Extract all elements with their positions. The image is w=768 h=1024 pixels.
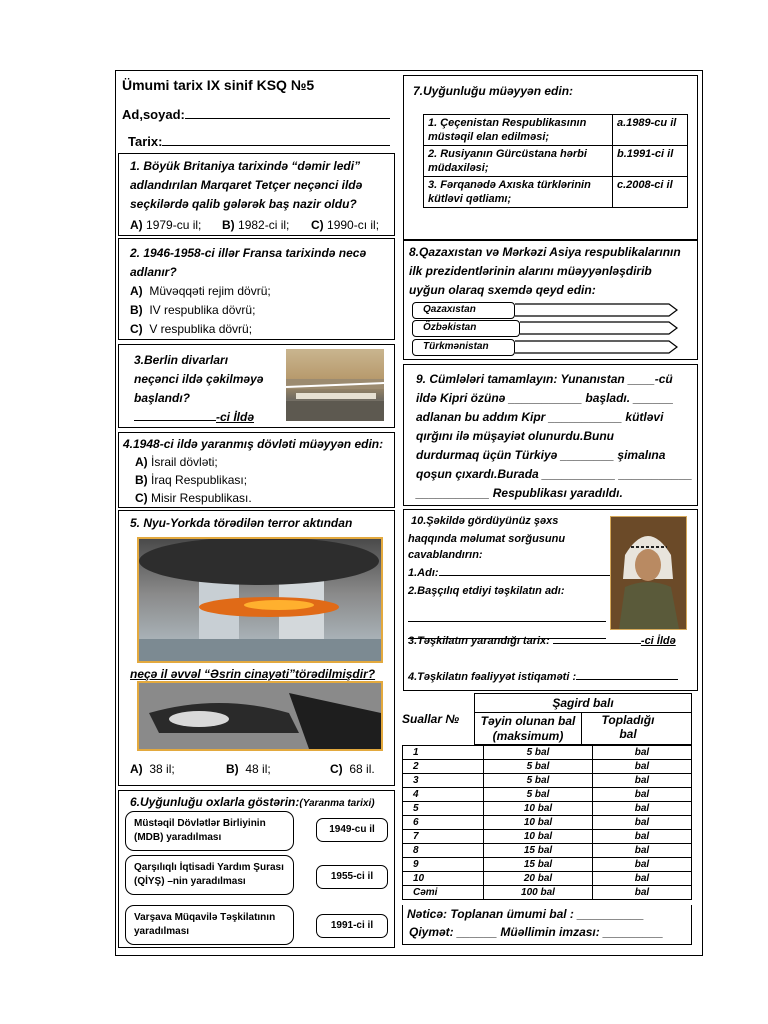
question-4 bbox=[118, 432, 395, 508]
q5-option-a[interactable]: A) 38 il; bbox=[130, 762, 175, 776]
q3-answer-field[interactable]: -ci İldə bbox=[134, 408, 254, 427]
q10-date-field[interactable]: 3.Təşkilatın yarandığı tarix: -ci İldə bbox=[408, 635, 676, 647]
q8-arrow-3[interactable] bbox=[515, 339, 679, 355]
question-7 bbox=[403, 75, 698, 240]
table-row bbox=[403, 816, 692, 830]
table-row bbox=[403, 746, 692, 760]
score-questions-header: Suallar № bbox=[402, 712, 460, 726]
table-row bbox=[424, 177, 688, 208]
score-question-number: 2 bbox=[403, 760, 484, 774]
score-question-number: 4 bbox=[403, 788, 484, 802]
question-1 bbox=[118, 153, 395, 236]
wtc-photo bbox=[137, 537, 383, 663]
q10-name-field[interactable]: 1.Adı: bbox=[408, 565, 613, 582]
q1-option-c[interactable]: C) 1990-cı il; bbox=[311, 218, 380, 232]
q6-item-2[interactable]: Qarşılıqlı İqtisadi Yardım Şurası (QİYŞ) –nin yaradılması bbox=[125, 855, 294, 895]
q7-matching-table bbox=[423, 114, 688, 208]
score-max-header-cell bbox=[474, 712, 582, 745]
table-row bbox=[424, 115, 688, 146]
question-10 bbox=[403, 509, 698, 691]
result-field[interactable]: Nəticə: Toplanan ümumi bal : __________ bbox=[407, 907, 644, 921]
q3-line-3: başlandı? bbox=[134, 391, 191, 405]
score-max-points: 20 bal bbox=[484, 872, 593, 886]
q9-line-7[interactable]: ___________ Respublikası yaradıldı. bbox=[416, 486, 623, 500]
q10-line-1: 10.Şəkildə gördüyünüz şəxs bbox=[411, 515, 559, 527]
score-earned-points[interactable]: bal bbox=[593, 816, 692, 830]
table-row bbox=[403, 802, 692, 816]
q8-arrow-1[interactable] bbox=[515, 302, 679, 318]
score-max-points: 15 bal bbox=[484, 844, 593, 858]
q5-option-c[interactable]: C) 68 il. bbox=[330, 762, 375, 776]
score-max-points: 5 bal bbox=[484, 788, 593, 802]
q10-line-2: haqqında məlumat sorğusunu bbox=[408, 533, 566, 545]
q6-year-1[interactable]: 1949-cu il bbox=[316, 818, 388, 842]
berlin-wall-photo bbox=[286, 349, 384, 421]
score-max-points: 5 bal bbox=[484, 774, 593, 788]
q2-option-b[interactable]: B) IV respublika dövrü; bbox=[130, 303, 256, 317]
q2-line-1: 2. 1946-1958-ci illər Fransa tarixində necə bbox=[130, 246, 367, 260]
q8-country-3: Türkmənistan bbox=[412, 339, 515, 356]
score-earned-points[interactable]: bal bbox=[593, 886, 692, 900]
score-earned-points[interactable]: bal bbox=[593, 844, 692, 858]
score-earned-header: Topladığı bal bbox=[601, 713, 655, 741]
score-earned-points[interactable]: bal bbox=[593, 774, 692, 788]
q8-line-2: ilk prezidentlərinin alarını müəyyənləşdirib bbox=[409, 264, 652, 278]
table-row bbox=[403, 886, 692, 900]
score-question-number: 10 bbox=[403, 872, 484, 886]
date-field[interactable]: Tarix: bbox=[128, 134, 390, 149]
q4-option-b[interactable]: B) İraq Respublikası; bbox=[135, 473, 248, 487]
q8-line-3: uyğun olaraq sxemdə qeyd edin: bbox=[409, 283, 596, 297]
score-earned-points[interactable]: bal bbox=[593, 788, 692, 802]
q9-line-2[interactable]: ildə Kipri özünə ___________ başladı. ______ bbox=[416, 391, 674, 405]
q8-country-2: Özbəkistan bbox=[412, 320, 520, 337]
q3-line-1: 3.Berlin divarları bbox=[134, 353, 229, 367]
question-9 bbox=[403, 364, 698, 506]
q2-option-a[interactable]: A) Müvəqqəti rejim dövrü; bbox=[130, 284, 271, 298]
score-earned-points[interactable]: bal bbox=[593, 746, 692, 760]
score-max-points: 100 bal bbox=[484, 886, 593, 900]
q9-line-5[interactable]: durdurmaq üçün Türkiyə ________ şimalına bbox=[416, 448, 666, 462]
q10-line-3: cavablandırın: bbox=[408, 549, 483, 561]
q8-line-1: 8.Qazaxıstan və Mərkəzi Asiya respublikalarının bbox=[409, 245, 681, 259]
score-question-number: 3 bbox=[403, 774, 484, 788]
score-earned-header-cell bbox=[581, 712, 692, 745]
table-row bbox=[403, 760, 692, 774]
table-row bbox=[403, 844, 692, 858]
q1-line-2: adlandırılan Marqaret Tetçer neçənci ildə bbox=[130, 178, 363, 192]
score-earned-points[interactable]: bal bbox=[593, 872, 692, 886]
score-max-points: 5 bal bbox=[484, 746, 593, 760]
table-row bbox=[403, 830, 692, 844]
score-earned-points[interactable]: bal bbox=[593, 858, 692, 872]
q6-year-3[interactable]: 1991-ci il bbox=[316, 914, 388, 938]
q7-right-2: b.1991-ci il bbox=[613, 146, 688, 177]
arafat-portrait-photo bbox=[610, 516, 687, 630]
q1-option-b[interactable]: B) 1982-ci il; bbox=[222, 218, 290, 232]
question-6 bbox=[118, 790, 395, 948]
score-max-points: 5 bal bbox=[484, 760, 593, 774]
score-group-header-cell bbox=[474, 693, 692, 713]
table-row bbox=[403, 858, 692, 872]
score-max-points: 15 bal bbox=[484, 858, 593, 872]
q7-left-1: 1. Çeçenistan Respublikasının müstəqil elan edilməsi; bbox=[424, 115, 613, 146]
table-row bbox=[403, 788, 692, 802]
score-table bbox=[402, 745, 692, 900]
score-max-header: Təyin olunan bal (maksimum) bbox=[480, 714, 576, 743]
q8-country-1: Qazaxıstan bbox=[412, 302, 515, 319]
score-question-number: 5 bbox=[403, 802, 484, 816]
score-earned-points[interactable]: bal bbox=[593, 830, 692, 844]
score-question-number: 6 bbox=[403, 816, 484, 830]
question-2 bbox=[118, 238, 395, 340]
q7-left-3: 3. Fərqanədə Axıska türklərinin kütləvi qətliamı; bbox=[424, 177, 613, 208]
table-row bbox=[403, 872, 692, 886]
score-max-points: 10 bal bbox=[484, 802, 593, 816]
q1-line-3: seçkilərdə qalib gələrək baş nazir oldu? bbox=[130, 197, 357, 211]
q6-item-3[interactable]: Varşava Müqavilə Təşkilatının yaradılması bbox=[125, 905, 294, 945]
question-3 bbox=[118, 344, 395, 428]
score-max-points: 10 bal bbox=[484, 830, 593, 844]
q6-year-2[interactable]: 1955-ci il bbox=[316, 865, 388, 889]
score-question-number: 7 bbox=[403, 830, 484, 844]
table-row bbox=[424, 146, 688, 177]
score-max-points: 10 bal bbox=[484, 816, 593, 830]
grade-signature-field[interactable]: Qiymət: ______ Müəllimin imzası: _________ bbox=[409, 925, 664, 939]
q2-line-2: adlanır? bbox=[130, 265, 177, 279]
q7-left-2: 2. Rusiyanın Gürcüstana hərbi müdaxiləsi; bbox=[424, 146, 613, 177]
q2-option-c[interactable]: C) V respublika dövrü; bbox=[130, 322, 253, 336]
q7-text: 7.Uyğunluğu müəyyən edin: bbox=[413, 84, 574, 98]
name-field[interactable]: Ad,soyad: bbox=[122, 107, 390, 122]
q10-org-line-1[interactable] bbox=[408, 609, 606, 627]
q4-option-c[interactable]: C) Misir Respublikası. bbox=[135, 491, 252, 505]
q9-line-1[interactable]: 9. Cümlələri tamamlayın: Yunanıstan ____-cü bbox=[416, 372, 673, 386]
q3-line-2: neçənci ildə çəkilməyə bbox=[134, 372, 264, 386]
q6-text: 6.Uyğunluğu oxlarla göstərin:(Yaranma tarixi) bbox=[130, 795, 375, 809]
worksheet-title: Ümumi tarix IX sinif KSQ №5 bbox=[122, 77, 315, 93]
q4-option-a[interactable]: A) İsrail dövləti; bbox=[135, 455, 218, 469]
q6-item-1[interactable]: Müstəqil Dövlətlər Birliyinin (MDB) yaradılması bbox=[125, 811, 294, 851]
q10-activity-field[interactable]: 4.Təşkilatın fəaliyyət istiqaməti : bbox=[408, 669, 678, 686]
q10-org-field[interactable]: 2.Başçılıq etdiyi təşkilatın adı: bbox=[408, 585, 565, 597]
score-footer bbox=[402, 905, 692, 945]
q5-option-b[interactable]: B) 48 il; bbox=[226, 762, 271, 776]
q7-right-3: c.2008-ci il bbox=[613, 177, 688, 208]
q5-text: 5. Nyu-Yorkda törədilən terror aktından bbox=[130, 516, 353, 530]
q9-line-6[interactable]: qoşun çıxardı.Burada ___________ ___________ bbox=[416, 467, 693, 481]
question-8 bbox=[403, 240, 698, 360]
q9-line-3[interactable]: adlanan bu addım Kipr ___________ kütləvi bbox=[416, 410, 664, 424]
q8-arrow-2[interactable] bbox=[520, 320, 679, 336]
q9-line-4[interactable]: qırğını ilə müşayiət olunurdu.Bunu bbox=[416, 429, 615, 443]
q4-text: 4.1948-ci ildə yaranmış dövləti müəyyən edin: bbox=[123, 437, 384, 451]
question-5 bbox=[118, 510, 395, 786]
score-question-number: 1 bbox=[403, 746, 484, 760]
q7-right-1: a.1989-cu il bbox=[613, 115, 688, 146]
table-row bbox=[403, 774, 692, 788]
q1-line-1: 1. Böyük Britaniya tarixində “dəmir ledi” bbox=[130, 159, 361, 173]
score-question-number: 9 bbox=[403, 858, 484, 872]
score-earned-points[interactable]: bal bbox=[593, 760, 692, 774]
score-question-number: 8 bbox=[403, 844, 484, 858]
score-group-header: Şagird balı bbox=[552, 696, 614, 710]
score-earned-points[interactable]: bal bbox=[593, 802, 692, 816]
score-question-number: Cəmi bbox=[403, 886, 484, 900]
q5-text-2: neçə il əvvəl “Əsrin cinayəti”törədilmişdir? bbox=[130, 667, 376, 681]
q1-option-a[interactable]: A) 1979-cu il; bbox=[130, 218, 202, 232]
jfk-photo bbox=[137, 681, 383, 751]
